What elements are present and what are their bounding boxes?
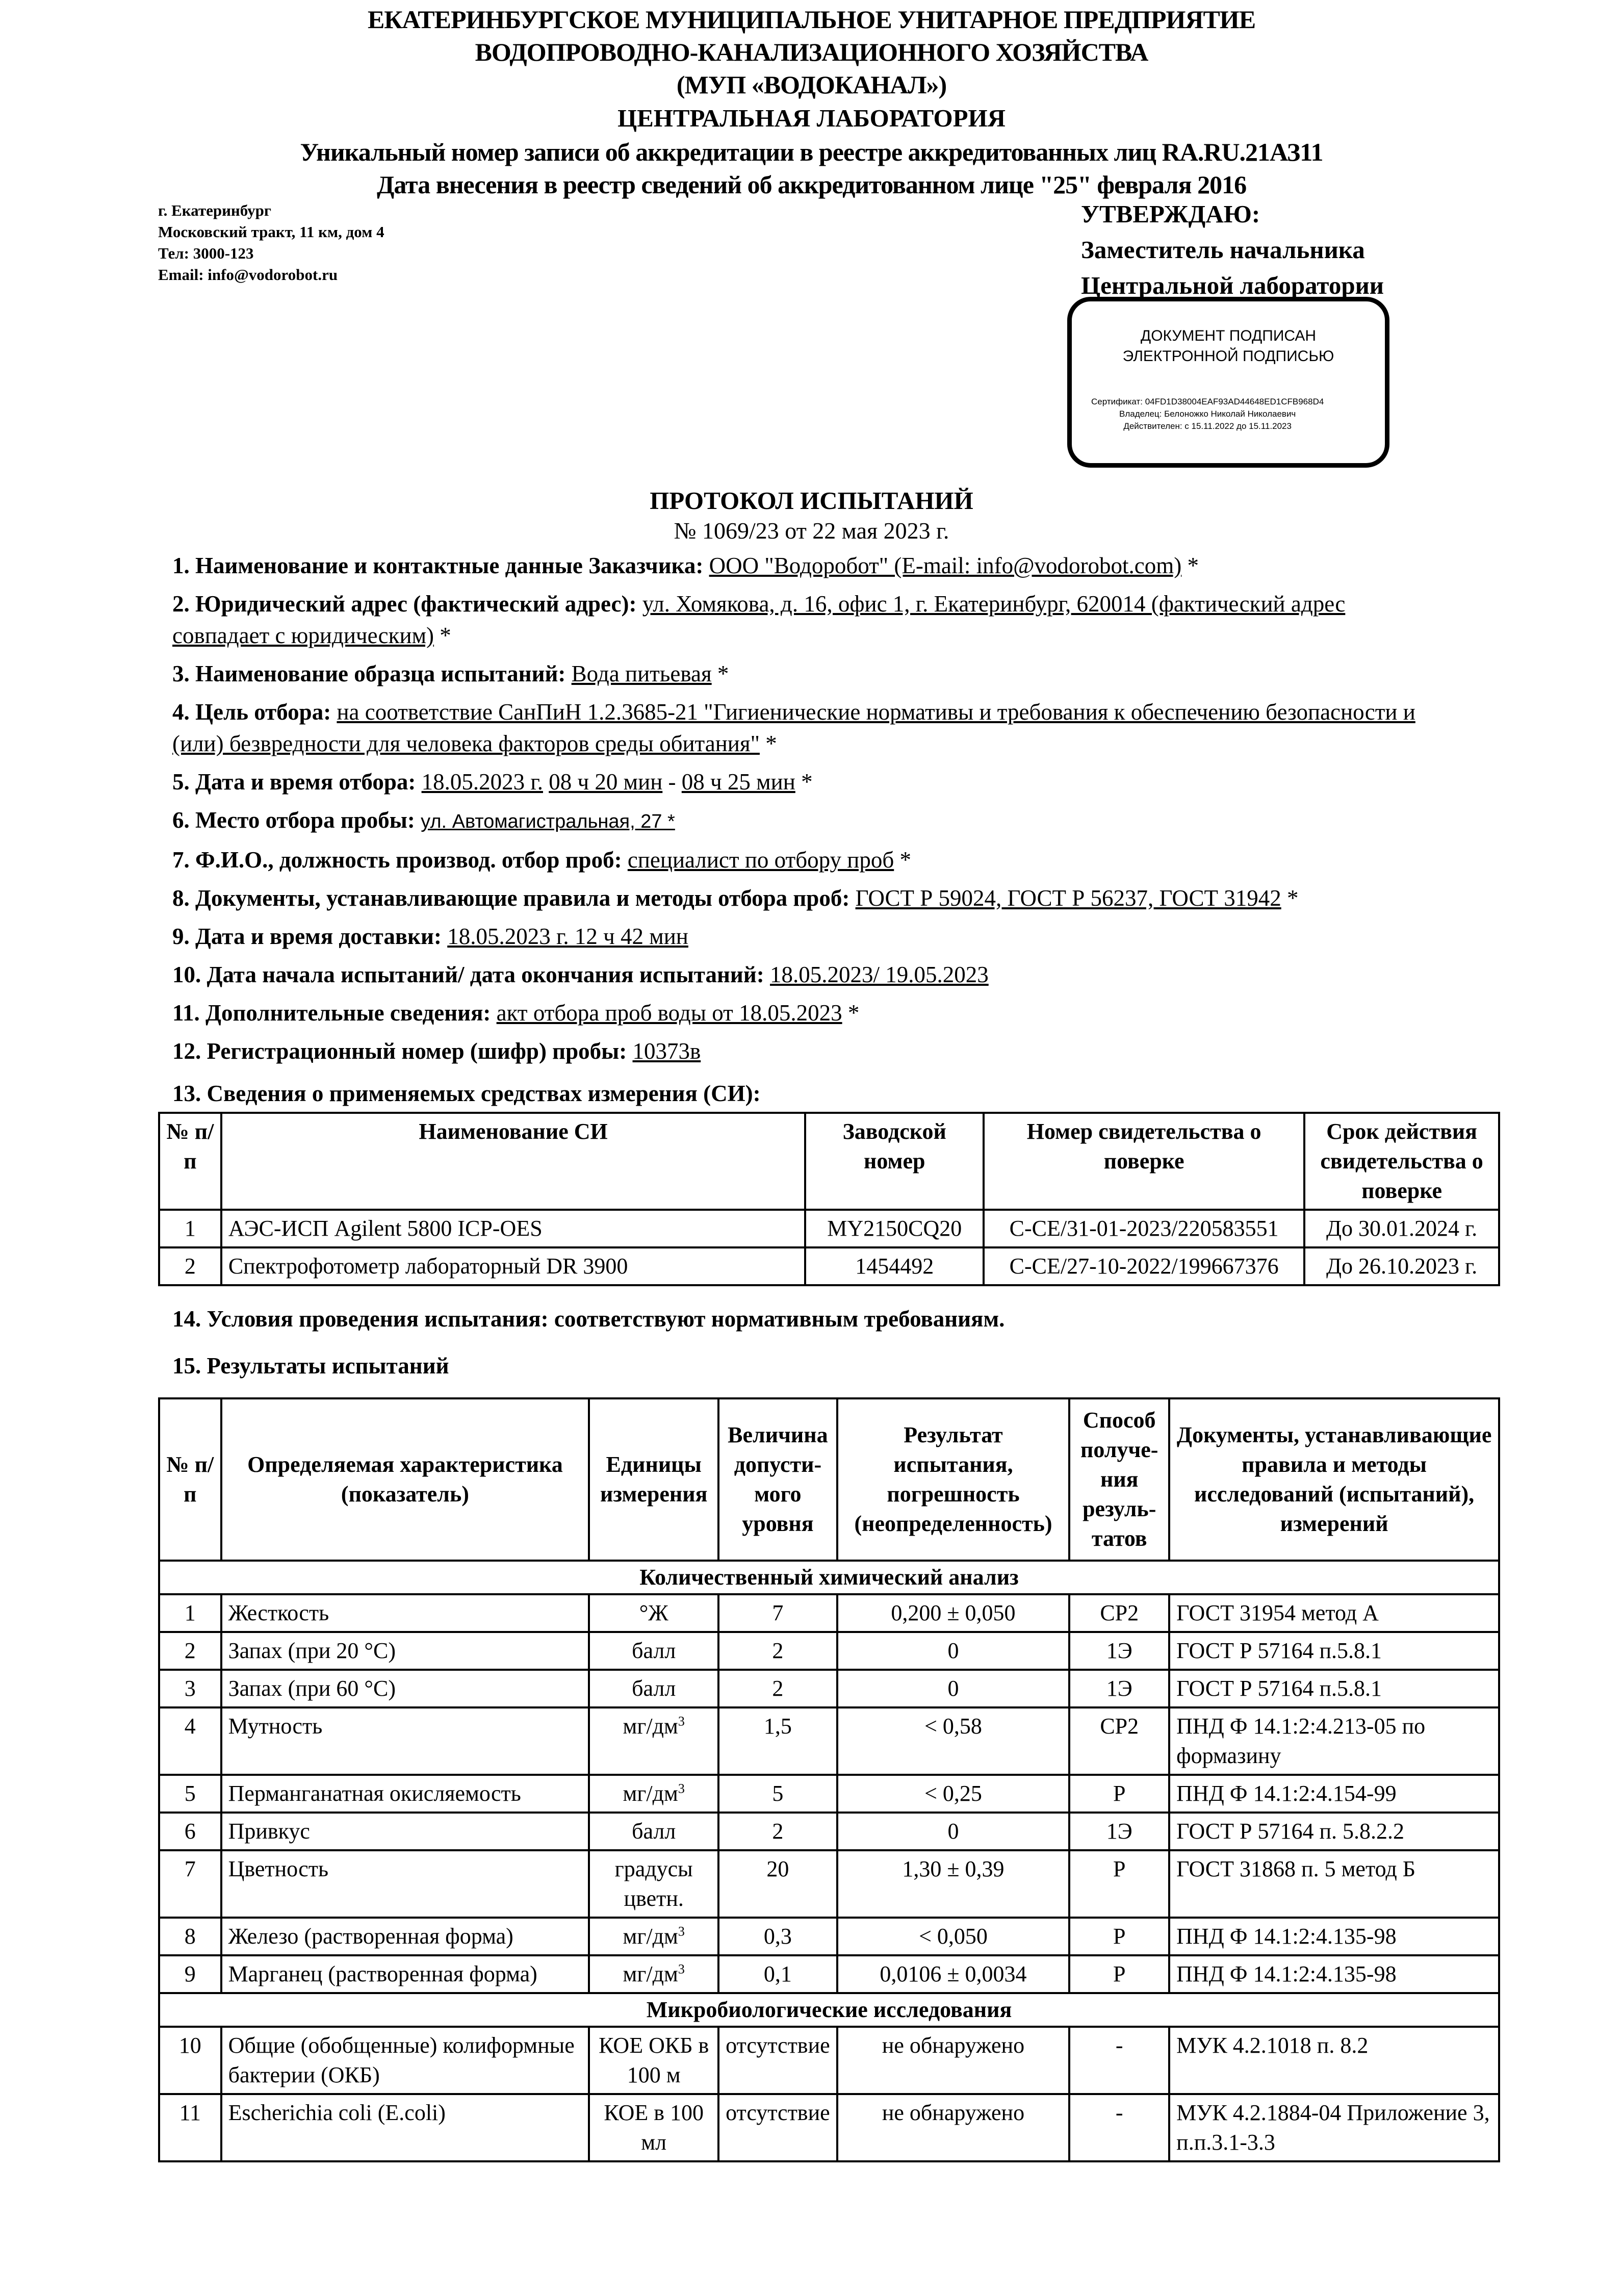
result-cell	[718, 2027, 837, 2094]
result-cell	[718, 1955, 837, 1993]
result-cell-text: СР2	[1100, 1600, 1139, 1625]
result-cell	[221, 2094, 589, 2161]
item-sampling-datetime	[172, 766, 1447, 798]
item-label: 2. Юридический адрес (фактический адрес):	[172, 591, 637, 617]
result-cell-text: не обнаружено	[882, 2100, 1025, 2125]
result-cell-text: °Ж	[639, 1600, 668, 1625]
microbiological-rows	[159, 2027, 1499, 2161]
result-cell	[589, 1813, 718, 1850]
result-cell-text: КОЕ в 100 мл	[604, 2100, 704, 2155]
result-cell	[221, 1632, 589, 1670]
si-cell: С-СЕ/27-10-2022/199667376	[984, 1247, 1304, 1285]
result-cell-text: -	[1115, 2033, 1123, 2058]
result-cell-text: Escherichia coli (E.coli)	[228, 2100, 446, 2125]
result-cell	[589, 2027, 718, 2094]
item-sampling-purpose	[172, 696, 1447, 759]
unit-superscript: 3	[678, 1781, 685, 1796]
asterisk: *	[1286, 885, 1299, 911]
result-cell	[159, 1813, 221, 1850]
result-cell-text: 1,30 ± 0,39	[902, 1856, 1004, 1881]
si-cell: До 30.01.2024 г.	[1304, 1210, 1499, 1247]
approval-position-line2: Центральной лаборатории	[1081, 271, 1384, 299]
result-cell	[589, 1594, 718, 1632]
result-cell	[1169, 2027, 1499, 2094]
result-cell	[1069, 2027, 1169, 2094]
accreditation-date: Дата внесения в реестр сведений об аккредитованном лице "25" февраля 2016	[376, 170, 1247, 199]
result-cell	[1169, 1775, 1499, 1813]
result-cell	[1069, 1632, 1169, 1670]
res-col-method-type: Способ получе-ния резуль-татов	[1069, 1398, 1169, 1561]
result-cell	[718, 1632, 837, 1670]
stamp-line2: ЭЛЕКТРОННОЙ ПОДПИСЬЮ	[1122, 348, 1334, 365]
contact-email: Email: info@vodorobot.ru	[158, 266, 338, 284]
result-cell-text: 2	[772, 1676, 784, 1701]
result-cell	[159, 1955, 221, 1993]
result-cell-text: 2	[772, 1638, 784, 1663]
table-row	[159, 1594, 1499, 1632]
result-cell	[1069, 1813, 1169, 1850]
result-cell-text: СР2	[1100, 1714, 1139, 1739]
result-cell	[589, 1632, 718, 1670]
result-cell	[221, 1775, 589, 1813]
lab-name: ЦЕНТРАЛЬНАЯ ЛАБОРАТОРИЯ	[617, 104, 1006, 132]
result-cell-text: МУК 4.2.1884-04 Приложение 3, п.п.3.1-3.3	[1176, 2100, 1490, 2155]
result-cell	[718, 2094, 837, 2161]
group-row	[159, 1993, 1499, 2027]
result-cell	[1169, 1955, 1499, 1993]
result-cell	[718, 1594, 837, 1632]
si-cell: С-СЕ/31-01-2023/220583551	[984, 1210, 1304, 1247]
item-additional-info	[172, 997, 1447, 1029]
result-cell	[718, 1813, 837, 1850]
protocol-items	[172, 550, 1447, 1074]
item-value: ул. Автомагистральная, 27 *	[421, 811, 675, 832]
item-sample-name	[172, 658, 1447, 690]
result-cell-text: Р	[1113, 1924, 1126, 1949]
asterisk: *	[765, 731, 777, 756]
result-cell-text: 10	[178, 2033, 201, 2058]
asterisk: *	[717, 661, 729, 686]
item-value: Вода питьевая	[571, 661, 712, 686]
item-legal-address	[172, 588, 1447, 651]
result-cell	[718, 1850, 837, 1918]
item-label: 6. Место отбора пробы:	[172, 807, 415, 833]
unit-superscript: 3	[678, 1924, 685, 1939]
result-cell	[159, 2027, 221, 2094]
res-col-documents: Документы, устанавливающие правила и методы исследований (испытаний), измерений	[1169, 1398, 1499, 1561]
result-cell	[159, 1670, 221, 1707]
result-cell	[589, 1955, 718, 1993]
contact-address: Московский тракт, 11 км, дом 4	[158, 223, 384, 241]
result-cell	[837, 2094, 1070, 2161]
result-cell-text: 5	[772, 1781, 784, 1806]
result-cell	[221, 1918, 589, 1955]
result-cell	[1169, 2094, 1499, 2161]
item-test-dates	[172, 959, 1447, 990]
si-table	[158, 1112, 1500, 1286]
item-value: на соответствие СанПиН 1.2.3685-21 "Гигиенические нормативы и требования к обеспечению безопасности и (или) безвредности для человека факторов среды обитания"	[172, 699, 1415, 756]
item-value: 18.05.2023/ 19.05.2023	[769, 962, 989, 987]
si-col-name: Наименование СИ	[221, 1113, 806, 1210]
result-cell-text: Р	[1113, 1856, 1126, 1881]
table-row	[159, 2027, 1499, 2094]
result-cell-text: Мутность	[228, 1714, 323, 1739]
item-value: 10373в	[632, 1038, 701, 1064]
item-label: 3. Наименование образца испытаний:	[172, 661, 566, 686]
result-cell-text: балл	[632, 1819, 676, 1844]
result-cell	[1169, 1707, 1499, 1775]
table-row	[159, 1210, 1499, 1247]
result-cell	[837, 1594, 1070, 1632]
result-cell-text: Запах (при 60 °С)	[228, 1676, 396, 1701]
result-cell-text: Цветность	[228, 1856, 329, 1881]
result-cell	[221, 1850, 589, 1918]
table-row	[159, 1670, 1499, 1707]
si-col-certificate: Номер свидетельства о поверке	[984, 1113, 1304, 1210]
result-cell-text: балл	[632, 1676, 676, 1701]
result-cell	[837, 1707, 1070, 1775]
result-cell-text: Р	[1113, 1781, 1126, 1806]
si-cell: АЭС-ИСП Agilent 5800 ICP-OES	[221, 1210, 806, 1247]
result-cell	[589, 2094, 718, 2161]
result-cell	[221, 2027, 589, 2094]
item-registration-number	[172, 1035, 1447, 1067]
chemical-rows	[159, 1594, 1499, 1993]
result-cell-text: ПНД Ф 14.1:2:4.135-98	[1176, 1961, 1397, 1986]
group-microbiological: Микробиологические исследования	[159, 1993, 1499, 2027]
item-label: 12. Регистрационный номер (шифр) пробы:	[172, 1038, 627, 1064]
table-row	[159, 1707, 1499, 1775]
item-value: акт отбора проб воды от 18.05.2023	[496, 1000, 842, 1026]
contact-phone: Тел: 3000-123	[158, 244, 254, 262]
result-cell-text: КОЕ ОКБ в 100 м	[599, 2033, 709, 2087]
item-value: ГОСТ Р 59024, ГОСТ Р 56237, ГОСТ 31942	[855, 885, 1281, 911]
approval-title: УТВЕРЖДАЮ:	[1081, 200, 1260, 228]
result-cell-text: 1	[184, 1600, 196, 1625]
result-cell	[221, 1594, 589, 1632]
asterisk: *	[440, 623, 451, 648]
item-value: ул. Хомякова, д. 16, офис 1, г. Екатеринбург, 620014 (фактический адрес совпадает с юридическим)	[172, 591, 1346, 648]
asterisk: *	[899, 847, 911, 873]
si-cell: Спектрофотометр лабораторный DR 3900	[221, 1247, 806, 1285]
result-cell-text: Р	[1113, 1961, 1126, 1986]
result-cell-text: ГОСТ 31954 метод А	[1176, 1600, 1379, 1625]
result-cell-text: 0	[947, 1819, 959, 1844]
table-row	[159, 1955, 1499, 1993]
res-col-limit: Величина допусти-мого уровня	[718, 1398, 837, 1561]
result-cell	[837, 1670, 1070, 1707]
si-cell: До 26.10.2023 г.	[1304, 1247, 1499, 1285]
result-cell-text: 8	[184, 1924, 196, 1949]
stamp-certificate-info	[1091, 396, 1324, 432]
result-cell-text: Привкус	[228, 1819, 310, 1844]
result-cell	[837, 1775, 1070, 1813]
result-cell	[1069, 1594, 1169, 1632]
item-sampling-place	[172, 804, 1447, 837]
result-cell	[837, 1918, 1070, 1955]
conditions-text: 14. Условия проведения испытания: соответствуют нормативным требованиям.	[172, 1306, 1005, 1332]
result-cell-text: 6	[184, 1819, 196, 1844]
res-col-parameter: Определяемая характеристика (показатель)	[221, 1398, 589, 1561]
result-cell	[1069, 1775, 1169, 1813]
result-cell-text: 3	[184, 1676, 196, 1701]
asterisk: *	[847, 1000, 860, 1026]
result-cell-text: ПНД Ф 14.1:2:4.213-05 по формазину	[1176, 1714, 1426, 1768]
result-cell	[159, 1707, 221, 1775]
result-cell	[159, 1632, 221, 1670]
result-cell-text: 7	[772, 1600, 784, 1625]
org-name-line1: ЕКАТЕРИНБУРГСКОЕ МУНИЦИПАЛЬНОЕ УНИТАРНОЕ ПРЕДПРИЯТИЕ	[367, 5, 1256, 34]
result-cell-text: 4	[184, 1714, 196, 1739]
result-cell-text: 0	[947, 1638, 959, 1663]
result-cell	[1069, 1707, 1169, 1775]
si-col-validity: Срок действия свидетельства о поверке	[1304, 1113, 1499, 1210]
result-cell-text: Железо (растворенная форма)	[228, 1924, 513, 1949]
table-row	[159, 1247, 1499, 1285]
org-name-line3: (МУП «ВОДОКАНАЛ»)	[676, 70, 947, 99]
result-cell-text: 1,5	[763, 1714, 792, 1739]
result-cell-text: ПНД Ф 14.1:2:4.154-99	[1176, 1781, 1397, 1806]
result-cell-text: ПНД Ф 14.1:2:4.135-98	[1176, 1924, 1397, 1949]
result-cell	[159, 2094, 221, 2161]
item-label: 11. Дополнительные сведения:	[172, 1000, 491, 1026]
result-cell	[1169, 1813, 1499, 1850]
res-col-number: № п/п	[159, 1398, 221, 1561]
result-cell-text: 7	[184, 1856, 196, 1881]
result-cell	[718, 1918, 837, 1955]
si-cell: 1454492	[805, 1247, 984, 1285]
result-cell	[1069, 1850, 1169, 1918]
item-label: 9. Дата и время доставки:	[172, 924, 442, 949]
table-row	[159, 1918, 1499, 1955]
si-table-header	[159, 1113, 1499, 1210]
result-cell	[1169, 1918, 1499, 1955]
unit-superscript: 3	[678, 1961, 685, 1977]
stamp-line1: ДОКУМЕНТ ПОДПИСАН	[1140, 327, 1317, 344]
organization-header	[0, 3, 1623, 201]
result-cell	[159, 1775, 221, 1813]
item-label: 1. Наименование и контактные данные Заказчика:	[172, 553, 704, 578]
table-row	[159, 1813, 1499, 1850]
si-col-serial: Заводской номер	[805, 1113, 984, 1210]
si-cell: MY2150CQ20	[805, 1210, 984, 1247]
result-cell-text: 0,1	[763, 1961, 792, 1986]
result-cell-text: градусы цветн.	[614, 1856, 693, 1911]
result-cell	[1069, 1670, 1169, 1707]
dash: -	[668, 769, 676, 795]
result-cell-text: 1Э	[1106, 1638, 1132, 1663]
result-cell-text: балл	[632, 1638, 676, 1663]
result-cell-text: 0	[947, 1676, 959, 1701]
sampling-date: 18.05.2023 г.	[421, 769, 543, 795]
result-cell	[1069, 1918, 1169, 1955]
result-cell-text: мг/дм	[623, 1961, 678, 1986]
result-cell-text: ГОСТ Р 57164 п.5.8.1	[1176, 1676, 1382, 1701]
result-cell-text: -	[1115, 2100, 1123, 2125]
table-row	[159, 1850, 1499, 1918]
result-cell-text: Запах (при 20 °С)	[228, 1638, 396, 1663]
e-signature-stamp	[1067, 297, 1389, 468]
approval-block	[1081, 196, 1384, 303]
result-cell-text: 5	[184, 1781, 196, 1806]
result-cell	[837, 2027, 1070, 2094]
lab-contacts	[158, 200, 384, 286]
result-cell	[837, 1955, 1070, 1993]
item-label: 5. Дата и время отбора:	[172, 769, 416, 795]
result-cell	[589, 1850, 718, 1918]
item-value: 18.05.2023 г. 12 ч 42 мин	[447, 924, 688, 949]
result-cell-text: Перманганатная окисляемость	[228, 1781, 521, 1806]
result-cell	[221, 1707, 589, 1775]
stamp-owner: Владелец: Белоножко Николай Николаевич	[1119, 409, 1296, 419]
table-row	[159, 1632, 1499, 1670]
sampling-time-from: 08 ч 20 мин	[549, 769, 663, 795]
result-cell-text: МУК 4.2.1018 п. 8.2	[1176, 2033, 1369, 2058]
result-cell	[221, 1670, 589, 1707]
result-cell-text: 2	[184, 1638, 196, 1663]
res-col-units: Единицы измерения	[589, 1398, 718, 1561]
protocol-title: ПРОТОКОЛ ИСПЫТАНИЙ	[650, 487, 973, 515]
protocol-number: № 1069/23 от 22 мая 2023 г.	[674, 518, 949, 544]
results-table-header	[159, 1398, 1499, 1561]
result-cell-text: < 0,050	[919, 1924, 988, 1949]
result-cell	[159, 1594, 221, 1632]
result-cell	[221, 1955, 589, 1993]
result-cell	[837, 1813, 1070, 1850]
result-cell-text: Общие (обобщенные) колиформные бактерии (ОКБ)	[228, 2033, 575, 2087]
group-row	[159, 1561, 1499, 1594]
group-chemical: Количественный химический анализ	[159, 1561, 1499, 1594]
result-cell-text: мг/дм	[623, 1781, 678, 1806]
result-cell	[1169, 1632, 1499, 1670]
result-cell-text: ГОСТ Р 57164 п. 5.8.2.2	[1176, 1819, 1405, 1844]
result-cell	[589, 1670, 718, 1707]
asterisk: *	[1187, 553, 1199, 578]
result-cell	[837, 1632, 1070, 1670]
result-cell-text: мг/дм	[623, 1924, 678, 1949]
result-cell-text: 0,3	[763, 1924, 792, 1949]
si-section-title: 13. Сведения о применяемых средствах измерения (СИ):	[172, 1081, 761, 1106]
stamp-cert: Сертификат: 04FD1D38004EAF93AD44648ED1CFB968D4	[1091, 397, 1324, 406]
table-row	[159, 2094, 1499, 2161]
result-cell-text: Жесткость	[228, 1600, 329, 1625]
si-cell: 2	[159, 1247, 221, 1285]
result-cell-text: не обнаружено	[882, 2033, 1025, 2058]
stamp-valid: Действителен: с 15.11.2022 до 15.11.2023	[1123, 421, 1292, 431]
org-name-line2: ВОДОПРОВОДНО-КАНАЛИЗАЦИОННОГО ХОЗЯЙСТВА	[475, 38, 1148, 66]
result-cell-text: 1Э	[1106, 1676, 1132, 1701]
result-cell-text: < 0,25	[924, 1781, 982, 1806]
item-delivery-datetime	[172, 921, 1447, 952]
result-cell	[589, 1775, 718, 1813]
result-cell-text: отсутствие	[726, 2100, 830, 2125]
result-cell-text: 1Э	[1106, 1819, 1132, 1844]
result-cell	[1169, 1670, 1499, 1707]
result-cell-text: ГОСТ 31868 п. 5 метод Б	[1176, 1856, 1415, 1881]
result-cell	[1069, 2094, 1169, 2161]
result-cell	[221, 1813, 589, 1850]
result-cell-text: Марганец (растворенная форма)	[228, 1961, 537, 1986]
result-cell	[837, 1850, 1070, 1918]
result-cell-text: 20	[766, 1856, 789, 1881]
sampling-time-to: 08 ч 25 мин	[681, 769, 795, 795]
result-cell-text: 2	[772, 1819, 784, 1844]
result-cell	[159, 1918, 221, 1955]
item-value: ООО "Водоробот" (E-mail: info@vodorobot.com)	[709, 553, 1182, 578]
result-cell	[159, 1850, 221, 1918]
result-cell	[718, 1707, 837, 1775]
results-table	[158, 1397, 1500, 2162]
item-label: 8. Документы, устанавливающие правила и методы отбора проб:	[172, 885, 850, 911]
stamp-heading	[1072, 326, 1385, 367]
si-cell: 1	[159, 1210, 221, 1247]
unit-superscript: 3	[678, 1714, 685, 1729]
result-cell-text: 0,0106 ± 0,0034	[880, 1961, 1027, 1986]
item-label: 4. Цель отбора:	[172, 699, 331, 725]
item-sampling-documents	[172, 882, 1447, 914]
asterisk: *	[801, 769, 813, 795]
approval-position-line1: Заместитель начальника	[1081, 236, 1365, 264]
result-cell	[718, 1670, 837, 1707]
item-label: 7. Ф.И.О., должность производ. отбор проб:	[172, 847, 622, 873]
res-col-result: Результат испытания, погрешность (неопределенность)	[837, 1398, 1070, 1561]
accreditation-number: Уникальный номер записи об аккредитации в реестре аккредитованных лиц RA.RU.21АЗ11	[300, 138, 1323, 166]
item-label: 10. Дата начала испытаний/ дата окончания испытаний:	[172, 962, 764, 987]
result-cell	[589, 1707, 718, 1775]
result-cell-text: отсутствие	[726, 2033, 830, 2058]
result-cell-text: 11	[179, 2100, 201, 2125]
result-cell-text: ГОСТ Р 57164 п.5.8.1	[1176, 1638, 1382, 1663]
result-cell-text: < 0,58	[924, 1714, 982, 1739]
item-customer	[172, 550, 1447, 581]
result-cell	[589, 1918, 718, 1955]
result-cell	[718, 1775, 837, 1813]
result-cell	[1169, 1594, 1499, 1632]
item-sampler	[172, 844, 1447, 876]
results-section-title: 15. Результаты испытаний	[172, 1353, 449, 1379]
contact-city: г. Екатеринбург	[158, 201, 271, 219]
si-col-number: № п/п	[159, 1113, 221, 1210]
item-value: специалист по отбору проб	[627, 847, 894, 873]
result-cell-text: 0,200 ± 0,050	[891, 1600, 1016, 1625]
table-row	[159, 1775, 1499, 1813]
result-cell	[1169, 1850, 1499, 1918]
result-cell-text: 9	[184, 1961, 196, 1986]
result-cell-text: мг/дм	[623, 1714, 678, 1739]
result-cell	[1069, 1955, 1169, 1993]
